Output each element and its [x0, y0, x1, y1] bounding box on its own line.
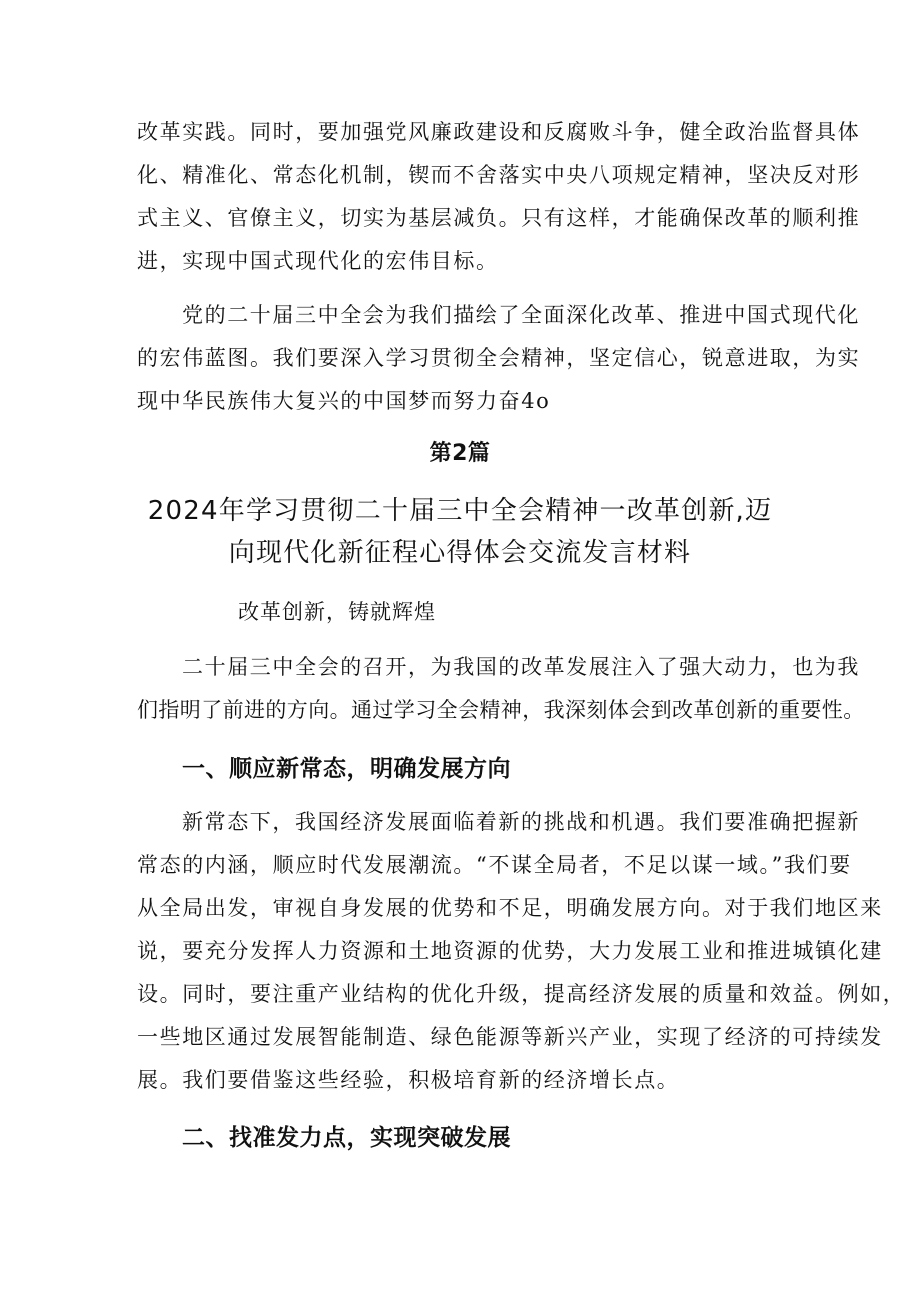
section-heading: 二、找准发力点，实现突破发展	[182, 1125, 511, 1151]
paragraph-line: 们指明了前进的方向。通过学习全会精神，我深刻体会到改革创新的重要性。	[137, 698, 865, 722]
paragraph-line: 新常态下，我国经济发展面临着新的挑战和机遇。我们要准确把握新	[182, 810, 860, 834]
section-heading: 一、顺应新常态，明确发展方向	[182, 756, 511, 782]
paragraph-line: 展。我们要借鉴这些经验，积极培育新的经济增长点。	[137, 1068, 680, 1092]
paragraph-line: 二十届三中全会的召开，为我国的改革发展注入了强大动力，也为我	[182, 655, 860, 679]
document-title-line: 2024年学习贯彻二十届三中全会精神一改革创新,迈	[147, 496, 773, 526]
paragraph-line: 进，实现中国式现代化的宏伟目标。	[137, 249, 499, 273]
paragraph-line: 式主义、官僚主义，切实为基层减负。只有这样，才能确保改革的顺利推	[137, 206, 861, 230]
paragraph-line: 说，要充分发挥人力资源和土地资源的优势，大力发展工业和推进城镇化建	[137, 939, 883, 963]
paragraph-line: 一些地区通过发展智能制造、绿色能源等新兴产业，实现了经济的可持续发	[137, 1025, 883, 1049]
paragraph-line: 常态的内涵，顺应时代发展潮流。“不谋全局者，不足以谋一域。”我们要	[137, 853, 852, 877]
document-subtitle: 改革创新，铸就辉煌	[238, 600, 436, 624]
paragraph-line: 从全局出发，审视自身发展的优势和不足，明确发展方向。对于我们地区来	[137, 896, 883, 920]
paragraph-line: 党的二十届三中全会为我们描绘了全面深化改革、推进中国式现代化	[182, 303, 860, 327]
paragraph-line: 的宏伟蓝图。我们要深入学习贯彻全会精神，坚定信心，锐意进取，为实	[137, 346, 861, 370]
part-heading: 第2篇	[429, 441, 491, 466]
document-title-line: 向现代化新征程心得体会交流发言材料	[228, 538, 692, 568]
paragraph-line: 现中华民族伟大复兴的中国梦而努力奋4o	[137, 389, 551, 413]
paragraph-line: 改革实践。同时，要加强党风廉政建设和反腐败斗争，健全政治监督具体	[137, 120, 861, 144]
paragraph-line: 设。同时，要注重产业结构的优化升级，提高经济发展的质量和效益。例如，	[137, 982, 906, 1006]
paragraph-line: 化、精准化、常态化机制，锲而不舍落实中央八项规定精神，坚决反对形	[137, 163, 861, 187]
